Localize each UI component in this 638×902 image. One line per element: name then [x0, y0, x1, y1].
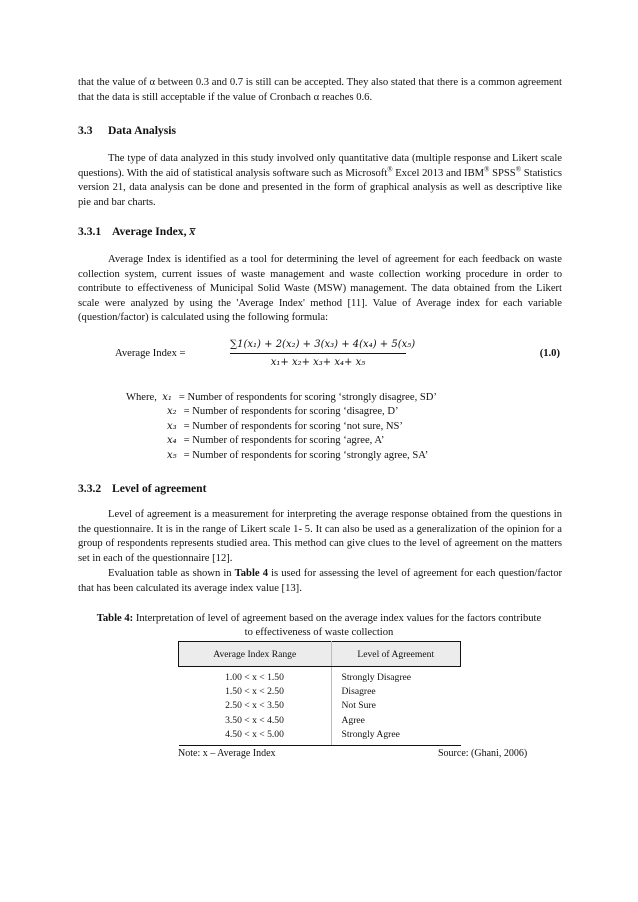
text-run: is used for assessing the level of agreement for each question/factor that has been calculated its average index value [13]. — [78, 568, 563, 594]
text-run: The type of data analyzed in this study involved only quantitative data (multiple response and Likert scale questions). With the aid of statistical analysis software such as Microsoft — [78, 153, 562, 179]
caption-text: Interpretation of level of agreement based on the average index values for the factors contribute to effectiveness of waste collection — [133, 613, 542, 638]
evaluation-paragraph — [78, 567, 562, 596]
section-3-3-heading — [78, 124, 176, 137]
variable-symbol: x₄ — [167, 435, 177, 447]
formula-label: Average Index = — [115, 348, 186, 359]
range-cell: 1.50 < x < 2.50 — [225, 686, 284, 698]
text-run: SPSS — [489, 167, 516, 179]
caption-label: Table 4: — [96, 613, 134, 624]
table-header-row — [179, 642, 461, 667]
where-line-2 — [167, 405, 399, 419]
section-title: Average Index, — [112, 225, 190, 238]
variable-definition: = Number of respondents for scoring ‘disagree, D’ — [183, 406, 399, 418]
level-cell: Agree — [331, 713, 461, 727]
variable-definition: = Number of respondents for scoring ‘agree, A’ — [183, 435, 385, 447]
variable-definition: = Number of respondents for scoring ‘not sure, NS’ — [183, 420, 403, 432]
where-line-1 — [126, 391, 437, 405]
registered-mark: ® — [484, 165, 490, 174]
range-cell: 4.50 < x < 5.00 — [179, 728, 332, 746]
registered-mark: ® — [387, 165, 393, 174]
table-caption — [96, 612, 542, 640]
text-run: Statistics version 21, data analysis can be done and presented in the form of graphical analysis as well as descriptive like pie and bar charts. — [78, 167, 563, 208]
registered-mark: ® — [515, 165, 522, 174]
level-cell: Disagree — [331, 684, 461, 698]
section-title: Data Analysis — [108, 124, 176, 137]
text-run: Excel 2013 and IBM — [392, 167, 485, 179]
agreement-table — [178, 641, 461, 746]
range-cell: 3.50 < x < 4.50 — [225, 714, 284, 726]
table-reference: Table 4 — [234, 568, 268, 579]
column-header: Average Index Range — [179, 642, 332, 667]
formula-fraction — [230, 339, 416, 368]
section-title: Level of agreement — [112, 482, 207, 495]
where-word: Where, — [126, 392, 157, 403]
variable-definition: = Number of respondents for scoring ‘strongly agree, SA’ — [183, 449, 429, 461]
variable-definition: = Number of respondents for scoring ‘strongly disagree, SD’ — [178, 392, 437, 403]
section-number: 3.3 — [78, 124, 93, 137]
table-row — [179, 684, 461, 698]
table-source: Source: (Ghani, 2006) — [438, 748, 528, 759]
where-line-4 — [167, 434, 384, 448]
where-line-3 — [167, 420, 403, 434]
text-run: Evaluation table as shown in — [108, 568, 235, 579]
variable-symbol: x₂ — [167, 406, 177, 418]
table-row — [179, 699, 461, 713]
level-cell: Not Sure — [331, 699, 461, 713]
column-header: Level of Agreement — [331, 642, 461, 667]
variable-symbol: x₁ — [162, 392, 172, 403]
section-3-3-1-heading — [78, 225, 195, 238]
table-note: Note: x – Average Index — [178, 748, 276, 759]
table-row — [179, 728, 461, 746]
intro-paragraph: that the value of α between 0.3 and 0.7 is still can be accepted. They also stated that there is a common agreement that the data is still acceptable if the value of Cronbach α reaches 0.6. — [78, 77, 562, 103]
range-cell: 1.00 < x < 1.50 — [225, 671, 284, 683]
data-analysis-paragraph — [78, 152, 562, 210]
equation-number: (1.0) — [539, 348, 560, 359]
x-bar-symbol: x̅ — [189, 225, 196, 238]
table-row — [179, 713, 461, 727]
section-number: 3.3.2 — [78, 482, 102, 495]
section-3-3-2-heading — [78, 482, 206, 495]
variable-symbol: x₅ — [167, 449, 177, 461]
range-cell: 2.50 < x < 3.50 — [225, 700, 284, 712]
formula-denominator: x₁+ x₂+ x₃+ x₄+ x₅ — [270, 357, 366, 368]
table-row — [179, 667, 461, 685]
section-number: 3.3.1 — [78, 225, 102, 238]
level-cell: Strongly Agree — [331, 728, 461, 746]
formula-numerator: ∑1(x₁) + 2(x₂) + 3(x₃) + 4(x₄) + 5(x₅) — [230, 339, 406, 354]
where-line-5 — [167, 449, 428, 463]
level-cell: Strongly Disagree — [331, 667, 461, 685]
average-index-paragraph: Average Index is identified as a tool for determining the level of agreement for each feedback on waste collection system, current issues of waste management and waste collection working procedure in order to contribute to effectiveness of Municipal Solid Waste (MSW) management. The data obtained from the Likert scale were analyzed by using the 'Average Index' method [11]. Value of Average index for each variable (question/factor) is calculated using the following formula: — [78, 254, 562, 324]
variable-symbol: x₃ — [167, 420, 177, 432]
level-of-agreement-paragraph: Level of agreement is a measurement for interpreting the average response obtained from the questions in the questionnaire. It is in the range of Likert scale 1- 5. It can also be used as a generalization of the opinion for a group of respondents represents studied area. This method can give clues to the level of agreement on the matters set in each of the questionnaire [12]. — [78, 509, 562, 564]
